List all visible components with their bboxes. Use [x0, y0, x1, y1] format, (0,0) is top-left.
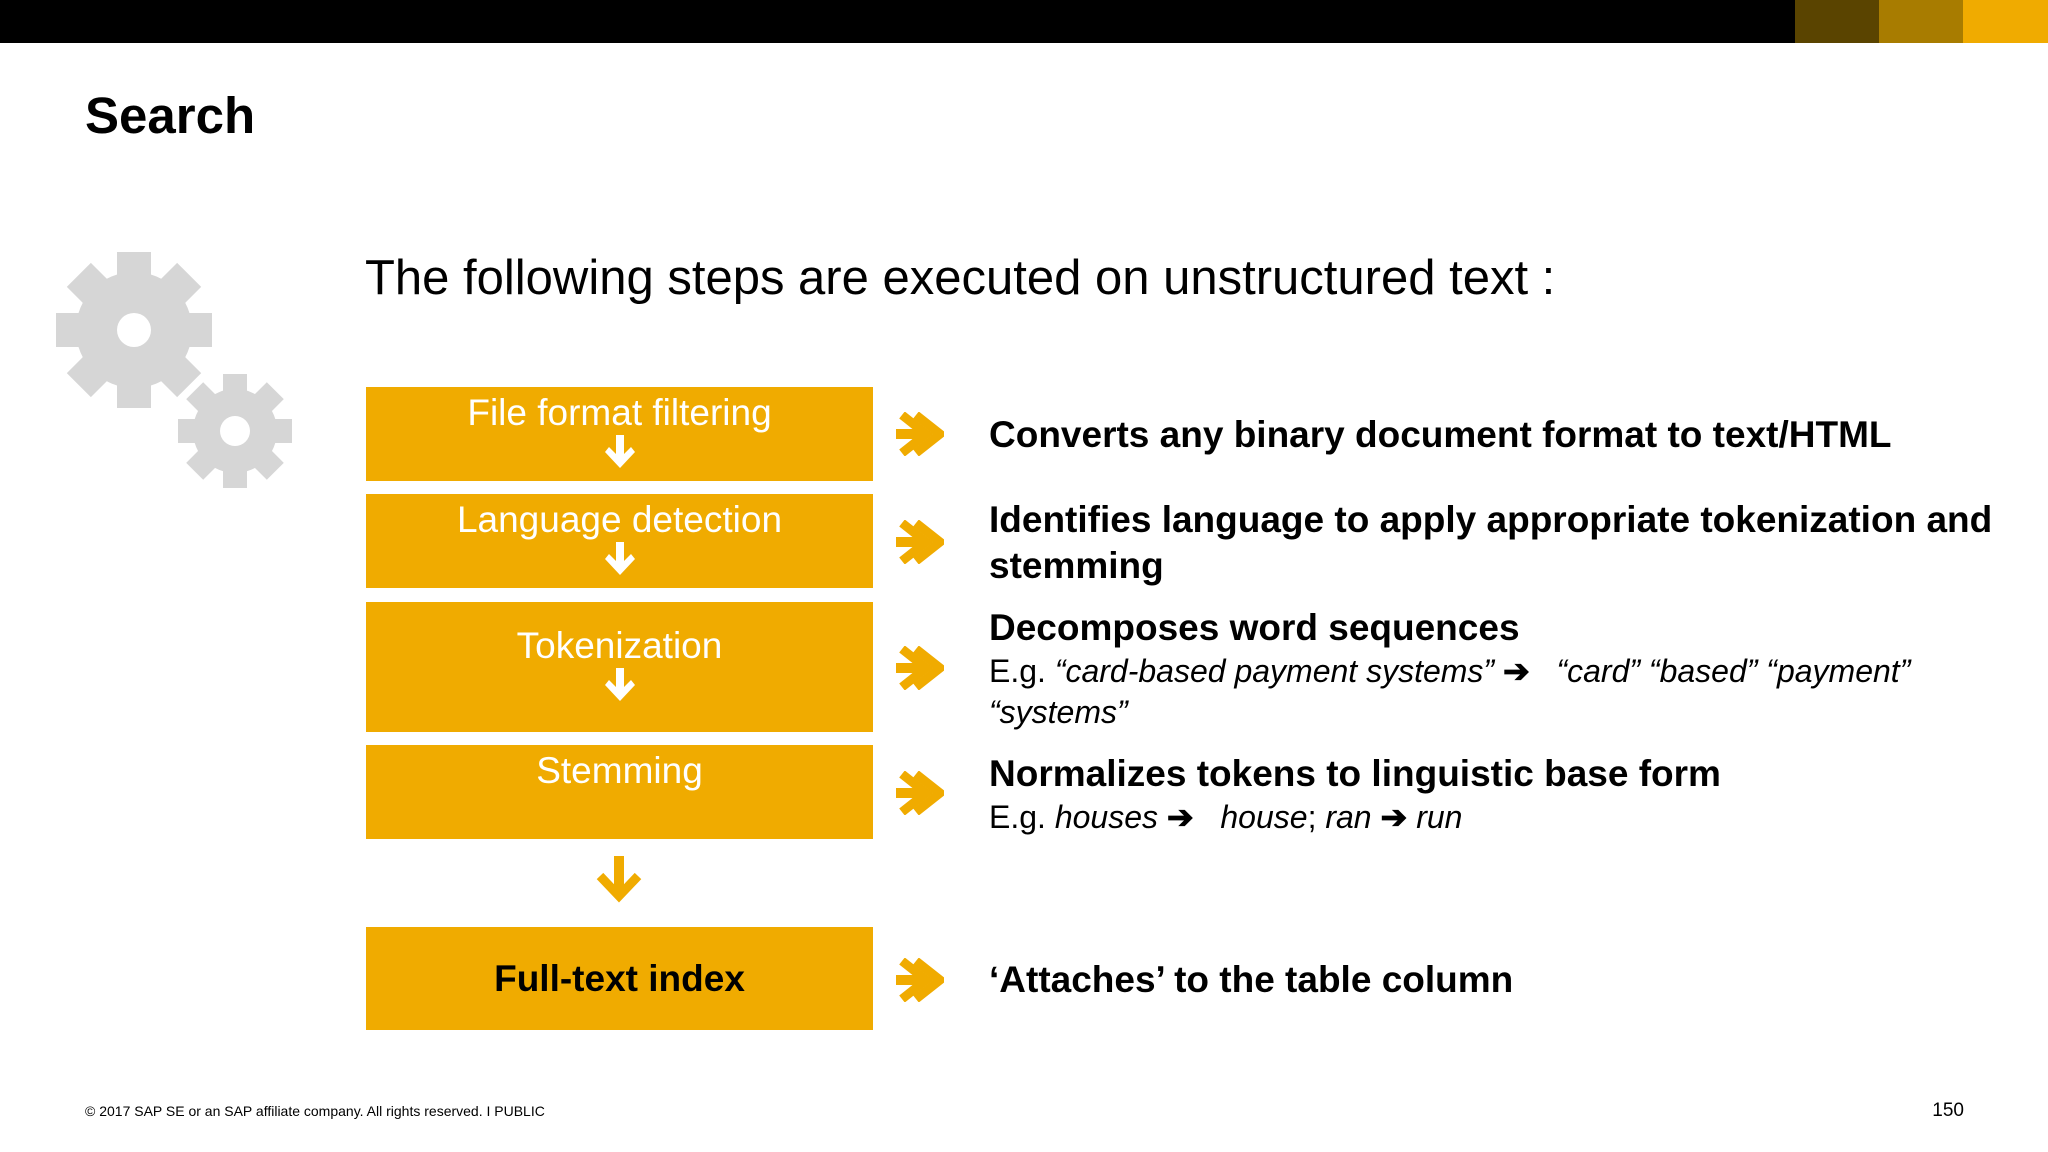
step-example [989, 651, 1999, 733]
slide-title: Search [85, 87, 256, 144]
mini-arrow-icon: ➔ [1380, 799, 1408, 835]
top-bar [0, 0, 2048, 43]
mini-arrow-icon: ➔ [1166, 799, 1194, 835]
example-prefix: E.g. [989, 653, 1055, 689]
arrow-down-icon [605, 542, 635, 576]
step-label: File format filtering [467, 392, 772, 433]
example-output: run [1416, 799, 1463, 835]
arrow-down-icon [605, 435, 635, 469]
top-bar-swatch-dark [1795, 0, 1879, 43]
slide-subtitle: The following steps are executed on unstructured text : [365, 251, 1556, 305]
arrow-right-icon [896, 958, 944, 1002]
step-label: Stemming [536, 750, 703, 791]
example-prefix: E.g. [989, 799, 1055, 835]
step-description-text: ‘Attaches’ to the table column [989, 959, 1514, 1000]
example-input: houses [1054, 799, 1158, 835]
footer-copyright: © 2017 SAP SE or an SAP affiliate company. All rights reserved. I PUBLIC [85, 1103, 545, 1119]
arrow-down-icon [596, 856, 642, 904]
step-box-file-format-filtering [366, 387, 873, 481]
example-input: “card-based payment systems” [1054, 653, 1495, 689]
top-bar-swatch-light [1963, 0, 2048, 43]
example-output: “card” “based” “payment” “systems” [989, 653, 1911, 730]
step-description [989, 957, 1999, 1003]
arrow-right-icon [896, 771, 944, 815]
gears-icon [48, 244, 308, 494]
step-label: Language detection [456, 499, 783, 540]
top-bar-swatch-mid [1879, 0, 1963, 43]
step-box-language-detection [366, 494, 873, 588]
step-description-text: Converts any binary document format to text/HTML [989, 414, 1892, 455]
step-box-full-text-index [366, 927, 873, 1030]
step-box-stemming [366, 745, 873, 839]
step-label: Tokenization [516, 625, 723, 666]
step-description [989, 497, 1999, 589]
step-example [989, 797, 1999, 838]
step-description-text: Decomposes word sequences [989, 607, 1520, 648]
step-description [989, 605, 1999, 733]
step-description-text: Identifies language to apply appropriate tokenization and stemming [989, 499, 1993, 586]
example-separator: ; [1307, 799, 1326, 835]
arrow-right-icon [896, 646, 944, 690]
step-description-text: Normalizes tokens to linguistic base form [989, 753, 1721, 794]
arrow-right-icon [896, 520, 944, 564]
example-input: ran [1325, 799, 1372, 835]
example-output: house [1220, 799, 1308, 835]
step-description [989, 412, 1999, 458]
step-label: Full-text index [494, 958, 745, 999]
page-number: 150 [1932, 1100, 1964, 1121]
step-box-tokenization [366, 602, 873, 732]
mini-arrow-icon: ➔ [1502, 653, 1530, 689]
step-description [989, 751, 1999, 838]
arrow-down-icon [605, 668, 635, 702]
arrow-right-icon [896, 412, 944, 456]
